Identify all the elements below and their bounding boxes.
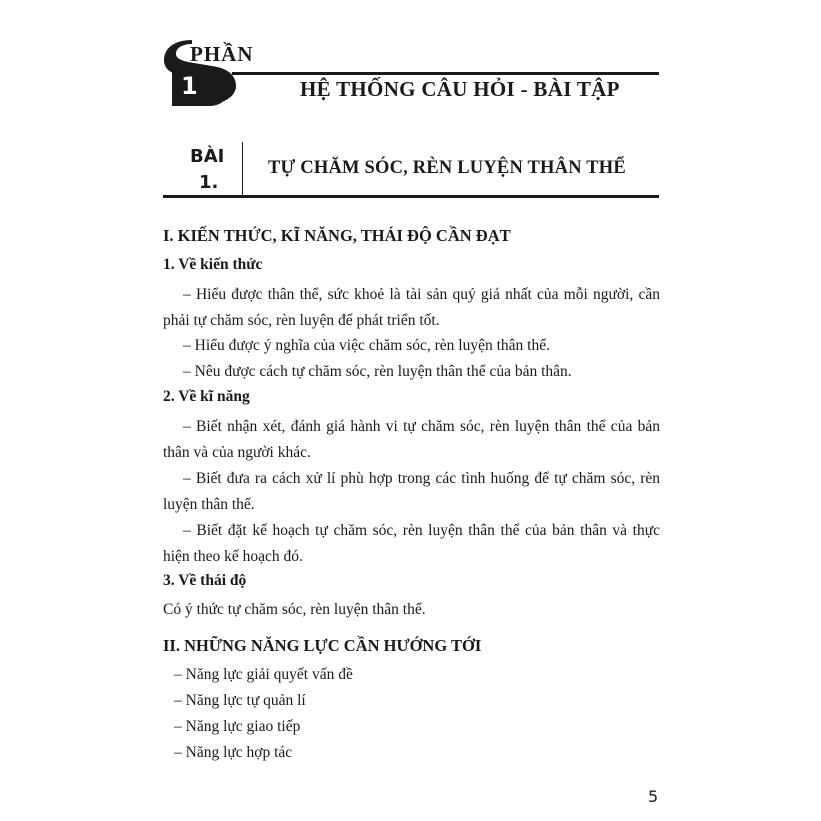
knowledge-item: – Hiểu được thân thể, sức khoẻ là tài sản quý giá nhất của mỗi người, cần phải tự chăm sóc, rèn luyện để phát triển tốt.	[163, 286, 660, 329]
knowledge-item: – Hiểu được ý nghĩa của việc chăm sóc, rèn luyện thân thể.	[183, 337, 550, 354]
competency-item: – Năng lực hợp tác	[174, 744, 293, 761]
subheading-attitude: 3. Về thái độ	[163, 572, 247, 589]
competency-item: – Năng lực giải quyết vấn đề	[174, 666, 353, 683]
part-divider	[232, 72, 659, 75]
competency-item: – Năng lực tự quản lí	[174, 692, 306, 709]
lesson-title: TỰ CHĂM SÓC, RÈN LUYỆN THÂN THỂ	[268, 158, 626, 178]
competency-item: – Năng lực giao tiếp	[174, 718, 301, 735]
lesson-vertical-divider	[242, 142, 243, 196]
knowledge-item: – Nêu được cách tự chăm sóc, rèn luyện thân thể của bản thân.	[183, 363, 572, 380]
section-heading-objectives: I. KIẾN THỨC, KĨ NĂNG, THÁI ĐỘ CẦN ĐẠT	[163, 226, 511, 245]
attitude-text: Có ý thức tự chăm sóc, rèn luyện thân thể.	[163, 601, 426, 618]
part-number: 1	[181, 72, 198, 100]
subheading-knowledge: 1. Về kiến thức	[163, 256, 263, 273]
lesson-number: 1.	[199, 172, 219, 193]
section-heading-competencies: II. NHỮNG NĂNG LỰC CẦN HƯỚNG TỚI	[163, 636, 482, 655]
skills-item: – Biết đưa ra cách xử lí phù hợp trong các tình huống để tự chăm sóc, rèn luyện thân thể.	[163, 470, 660, 513]
page-number: 5	[648, 787, 659, 806]
lesson-divider	[163, 195, 659, 198]
part-label: PHẦN	[190, 42, 254, 66]
lesson-label: BÀI	[190, 146, 225, 167]
subheading-skills: 2. Về kĩ năng	[163, 388, 250, 405]
skills-item: – Biết nhận xét, đánh giá hành vi tự chăm sóc, rèn luyện thân thể của bản thân và của người khác.	[163, 418, 660, 461]
part-title: HỆ THỐNG CÂU HỎI - BÀI TẬP	[300, 77, 620, 101]
skills-item: – Biết đặt kế hoạch tự chăm sóc, rèn luyện thân thể của bản thân và thực hiện theo kế hoạch đó.	[163, 522, 660, 565]
